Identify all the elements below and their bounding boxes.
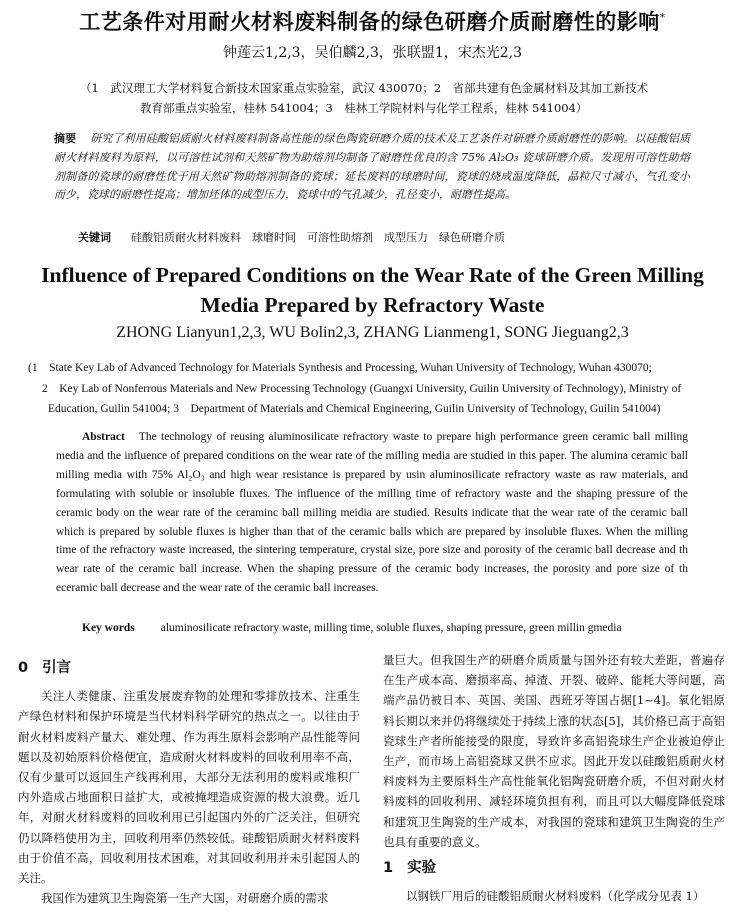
english-keywords-label: Key words — [82, 622, 135, 634]
english-abstract-label: Abstract — [82, 431, 125, 443]
chinese-keywords — [78, 229, 505, 245]
body-paragraph: 以钢铁厂用后的硅酸铝质耐火材料废料（化学成分见表 1） — [406, 889, 705, 904]
body-paragraph: 量巨大。但我国生产的研磨介质质量与国外还有较大差距，普遍存在生产成本高、磨损率高、掉渣、开裂、破碎、能耗大等问题，高端产品仍被日本、英国、美国、西班牙等国占据[1~4]。氧化铝原料长期以来并仍将继续处于持续上涨的状态[5]，其价格已高于高铝瓷球生产者所能接受的限度，导致许多高铝瓷球生产企业被迫停止生产，而市场上高铝瓷球又供不应求。因此开发以硅酸铝质耐火材料废料为主要原料生产高性能氧化铝陶瓷研磨介质，不但对耐火材料废料的回收利用、减轻环境负担有利，而且可以大幅度降低瓷球和建筑卫生陶瓷的生产成本，对我国的瓷球和建筑卫生陶瓷的生产也具有重要的意义。 — [383, 653, 725, 849]
chinese-affiliations — [80, 78, 680, 118]
english-abstract — [56, 428, 688, 598]
chinese-authors: 钟莲云1,2,3，吴伯麟2,3，张联盟1，宋杰光2,3 — [222, 45, 523, 61]
english-keywords-text: aluminosilicate refractory waste, milling time, soluble fluxes, shaping pressure, green millin gmedia — [160, 622, 622, 634]
chinese-keywords-text: 硅酸铝质耐火材料废料 球磨时间 可溶性助熔剂 成型压力 绿色研磨介质 — [131, 231, 505, 244]
chinese-abstract-label: 摘要 — [54, 132, 77, 145]
english-affiliation-line: (1 State Key Lab of Advanced Technology for Materials Synthesis and Processing, Wuhan University of Technology, Wuhan 430070; — [28, 362, 652, 374]
body-paragraph: 我国作为建筑卫生陶瓷第一生产大国，对研磨介质的需求 — [41, 891, 329, 906]
body-paragraph: 关注人类健康、注重发展废弃物的处理和零排放技术、注重生产绿色材料和保护环境是当代材料科学研究的热点之一。以往由于耐火材料废料产量大、难处理、作为再生原料会影响产品性能等问题以及初始原料价格便宜，造成耐火材料废料的回收利用率不高，仅有少量可以返回生产线再利用，大部分无法利用的废料或堆积厂内外造成占地面积日益扩大，或被掩埋造成资源的极大浪费。近几年，对耐火材料废料的回收利用已引起国内外的广泛关注，但研究仍以降档使用为主，回收利用率仍然较低。硅酸铝质耐火材料废料由于价值不高，回收利用技术困难，对其回收利用并未引起国人的关注。 — [18, 689, 360, 886]
body-right-column — [383, 650, 725, 906]
chinese-affiliation-line: 教育部重点实验室，桂林 541004；3 桂林工学院材料与化学工程系，桂林 541004） — [140, 101, 588, 115]
section-title: 引言 — [42, 660, 72, 676]
chinese-title-text: 工艺条件对用耐火材料废料制备的绿色研磨介质耐磨性的影响 — [79, 10, 660, 34]
body-left-column — [18, 650, 360, 908]
english-abstract-text: The technology of reusing aluminosilicate refractory waste to prepare high performance green ceramic ball milling media and the influence of prepared conditions on the wear rate of the milling media are studied in this paper. The alumina ceramic ball milling media with 75% Al₂O₃ and high wear resistance is prepared by usin aluminosilicate refractory waste as raw materials, and formulating with soluble or insoluble fluxes. The influence of the milling time of refractory waste and the shaping pressure of the ceramic body on the wear rate of the ceraminc ball milling meidia are studied. Results indicate that the wear rate of the ceramic ball which is prepared by soluble fluxes is higher than that of the ceramic balls which are prepared by insoluble fluxes. When the milling time of the refractory waste increased, the sintering temperature, crystal size, pore size and porosity of the ceramic ball decrease and th wear rate of the ceramic ball increase. When the shaping pressure of the ceramic body increases, the porosity and pore size of th eceramic ball decrease and the wear rate of the ceramic ball increases. — [56, 431, 688, 595]
english-keywords — [82, 622, 622, 634]
english-affiliation-line: Education, Guilin 541004; 3 Department of Materials and Chemical Engineering, Guilin University of Technology, Guilin 541004) — [48, 403, 661, 415]
chinese-keywords-label: 关键词 — [78, 231, 111, 244]
chinese-abstract — [54, 130, 690, 205]
section-heading-introduction — [18, 658, 360, 678]
chinese-title — [0, 6, 745, 36]
section-heading-experiment — [383, 858, 725, 878]
english-affiliations — [28, 358, 720, 420]
english-title: Influence of Prepared Conditions on the Wear Rate of the Green Milling Media Prepared by Refractory Waste — [41, 263, 704, 317]
section-number: 1 — [383, 860, 394, 877]
title-footnote-mark: * — [659, 11, 666, 24]
chinese-affiliation-line: （1 武汉理工大学材料复合新技术国家重点实验室，武汉 430070；2 省部共建有色金属材料及其加工新技术 — [80, 81, 649, 95]
section-title: 实验 — [407, 860, 437, 877]
english-affiliation-line: 2 Key Lab of Nonferrous Materials and New Processing Technology (Guangxi University, Guilin University of Technology), Ministry of — [42, 382, 682, 395]
english-authors: ZHONG Lianyun1,2,3, WU Bolin2,3, ZHANG Lianmeng1, SONG Jieguang2,3 — [116, 324, 629, 341]
chinese-abstract-text: 研究了利用硅酸铝质耐火材料废料制备高性能的绿色陶瓷研磨介质的技术及工艺条件对研磨介质耐磨性的影响。以硅酸铝质耐火材料废料为原料，以可溶性试剂和天然矿物为助熔剂均制备了耐磨性优良的含 75% Al₂O₃ 瓷球研磨介质。发现用可溶性助熔剂制备的瓷球的耐磨性优于用天然矿物助熔剂制备的瓷球；延长废料的球磨时间，瓷球的烧成温度降低，晶粒尺寸减小，气孔变小而少，瓷球的耐磨性提高；增加坯体的成型压力，瓷球中的气孔减少，孔径变小，耐磨性提高。 — [54, 132, 690, 202]
section-number: 0 — [18, 660, 29, 676]
